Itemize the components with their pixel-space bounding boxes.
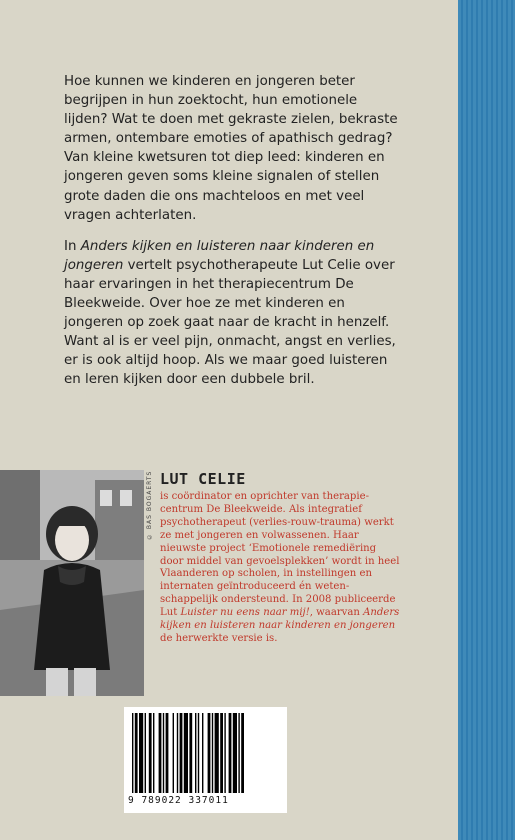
- barcode-bar: [208, 713, 211, 793]
- barcode-bar: [241, 713, 244, 793]
- photo-credit: © BAS BOGAERTS: [146, 470, 153, 540]
- barcode-bar: [166, 713, 169, 793]
- barcode-bar: [145, 713, 146, 793]
- book-title-italic: Anders kijken en luisteren naar kinderen en jongeren: [64, 238, 375, 273]
- bio-book-title-2: Anders kijken en luisteren naar kinderen en jongeren: [160, 607, 400, 632]
- barcode-bar: [224, 713, 225, 793]
- bio-book-title-1: Luister nu eens naar mij!: [180, 607, 310, 619]
- barcode-bar: [132, 713, 133, 793]
- barcode-bar: [202, 713, 203, 793]
- barcode-bar: [233, 713, 237, 793]
- blurb-p2-body: vertelt psychotherapeute Lut Celie over haar ervaringen in het therapiecentrum De Bleekweide. Over hoe ze met kinderen en jongeren op zoek gaat naar de kracht in henzelf. Want al is er veel pijn, onmacht, angst en verlies, er is ook altijd hoop. Als we maar goed luisteren en leren kijken door een dubbele bril.: [64, 257, 396, 388]
- barcode-bar: [173, 713, 174, 793]
- blurb-paragraph-2: [64, 237, 399, 390]
- barcode-bar: [159, 713, 162, 793]
- barcode-bar: [184, 713, 188, 793]
- barcode-bar: [163, 713, 164, 793]
- barcode-bar: [215, 713, 219, 793]
- barcode-bars: [132, 713, 280, 793]
- isbn-number: 9 789022 337011: [128, 795, 229, 806]
- bio-part-3: de herwerkte versie is.: [160, 632, 278, 644]
- barcode-bar: [153, 713, 154, 793]
- blurb-paragraph-1: Hoe kunnen we kinderen en jongeren beter begrijpen in hun zoektocht, hun emotionele lijden? Wat te doen met gekraste zielen, bekraste armen, ontembare emoties of apathisch gedrag? Van kleine kwetsuren tot diep leed: kinderen en jongeren geven soms kleine signalen of stellen grote daden die ons machteloos en met veel vragen achterlaten.: [64, 74, 398, 223]
- barcode-bar: [195, 713, 196, 793]
- barcode-bar: [220, 713, 223, 793]
- spine-stripe: [458, 0, 515, 840]
- barcode-bar: [135, 713, 138, 793]
- blurb-text: [64, 72, 399, 402]
- author-photo: [0, 470, 144, 696]
- barcode-bar: [229, 713, 232, 793]
- barcode-bar: [139, 713, 143, 793]
- barcode-bar: [177, 713, 178, 793]
- author-photo-illustration: [0, 470, 144, 696]
- barcode-bar: [212, 713, 213, 793]
- barcode-bar: [189, 713, 192, 793]
- bio-part-1: is coördinator en oprichter van therapiecentrum De Bleekweide. Als integratief psychotherapeut (verlies-rouw-trauma) werkt ze met jongeren en volwassenen. Haar nieuwste project ‘Emotionele remediëring door middel van gevoelsplekken’ wordt in heel Vlaanderen op scholen, in instellingen en internaten geïntroduceerd én wetenschappelijk ondersteund. In 2008 publiceerde Lut: [160, 491, 400, 619]
- barcode-bar: [149, 713, 152, 793]
- isbn-barcode: [124, 707, 287, 813]
- author-name: LUT CELIE: [160, 470, 246, 488]
- author-bio: [160, 491, 400, 646]
- barcode-bar: [238, 713, 239, 793]
- bio-part-2: , waarvan: [309, 607, 364, 619]
- barcode-bar: [180, 713, 183, 793]
- barcode-bar: [198, 713, 199, 793]
- blurb-p2-intro: In: [64, 238, 81, 254]
